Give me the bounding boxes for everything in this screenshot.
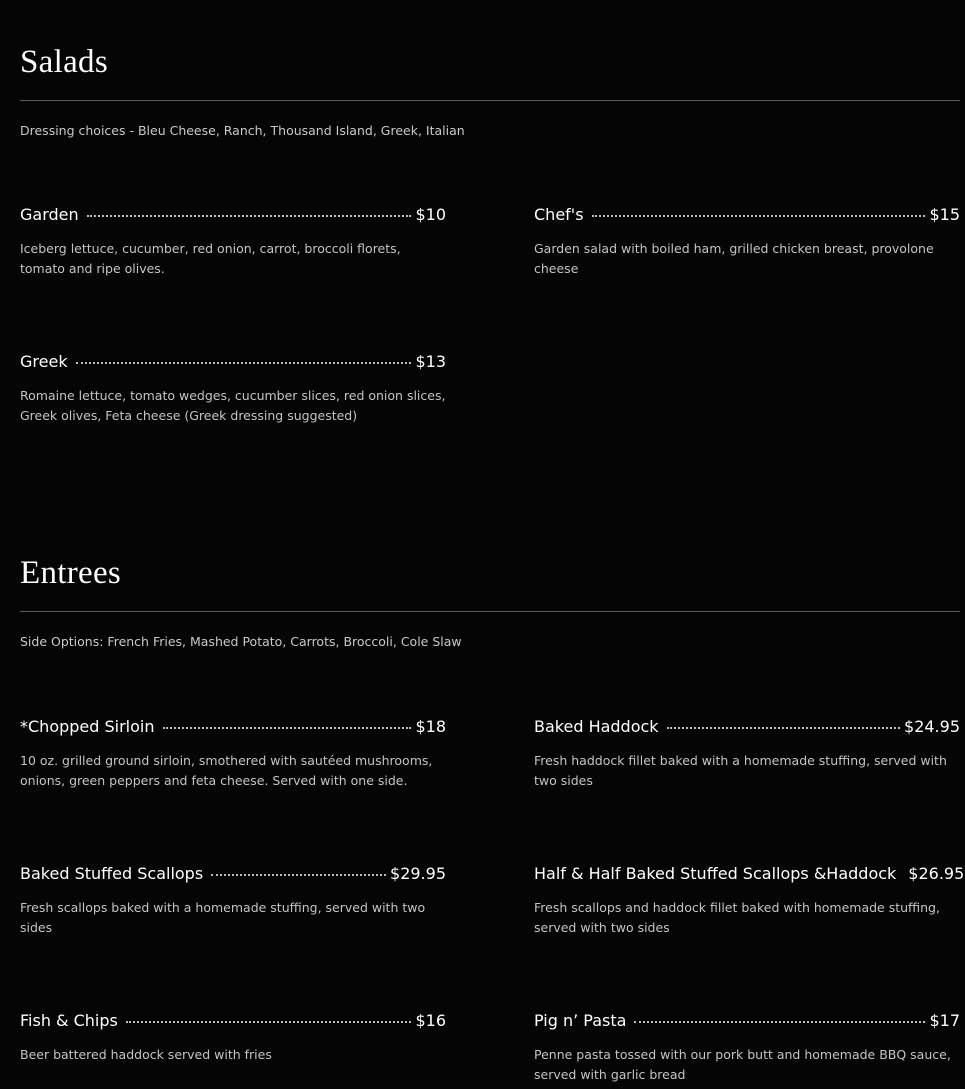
menu-item-fish-and-chips	[20, 1010, 446, 1065]
menu-item-chopped-sirloin	[20, 716, 446, 790]
dot-leader	[211, 860, 386, 876]
item-price: $15	[929, 205, 960, 224]
item-name: Half & Half Baked Stuffed Scallops &Haddock	[534, 864, 897, 883]
item-price: $24.95	[904, 717, 960, 736]
item-description: Romaine lettuce, tomato wedges, cucumber slices, red onion slices, Greek olives, Feta cheese (Greek dressing suggested)	[20, 388, 446, 423]
item-name: *Chopped Sirloin	[20, 717, 155, 736]
menu-item-baked-stuffed-scallops	[20, 863, 446, 937]
menu-item-half-and-half	[534, 863, 965, 937]
item-description: Fresh scallops and haddock fillet baked with homemade stuffing, served with two sides	[534, 900, 940, 935]
item-name: Chef's	[534, 205, 584, 224]
item-price: $26.95	[908, 864, 965, 883]
item-description: Penne pasta tossed with our pork butt and homemade BBQ sauce, served with garlic bread	[534, 1047, 951, 1082]
item-description: Garden salad with boiled ham, grilled chicken breast, provolone cheese	[534, 241, 934, 276]
item-description: Fresh scallops baked with a homemade stuffing, served with two sides	[20, 900, 426, 935]
item-description: Iceberg lettuce, cucumber, red onion, carrot, broccoli florets, tomato and ripe olives.	[20, 241, 401, 276]
entrees-divider	[20, 611, 960, 612]
menu-item-pig-n-pasta	[534, 1010, 960, 1084]
dot-leader	[634, 1007, 925, 1023]
item-price: $29.95	[390, 864, 446, 883]
item-description: Fresh haddock fillet baked with a homemade stuffing, served with two sides	[534, 753, 947, 788]
item-name: Baked Stuffed Scallops	[20, 864, 204, 883]
item-description: 10 oz. grilled ground sirloin, smothered with sautéed mushrooms, onions, green peppers and feta cheese. Served with one side.	[20, 753, 433, 788]
side-options-note: Side Options: French Fries, Mashed Potato, Carrots, Broccoli, Cole Slaw	[20, 634, 462, 649]
item-description: Beer battered haddock served with fries	[20, 1047, 272, 1062]
dot-leader	[667, 713, 900, 729]
entrees-title: Entrees	[20, 555, 122, 591]
dressing-note: Dressing choices - Bleu Cheese, Ranch, Thousand Island, Greek, Italian	[20, 123, 465, 138]
item-price: $16	[415, 1011, 446, 1030]
dot-leader	[126, 1007, 412, 1023]
item-price: $10	[415, 205, 446, 224]
item-name: Baked Haddock	[534, 717, 659, 736]
entrees-section	[20, 0, 965, 1089]
menu-item-baked-haddock	[534, 716, 960, 790]
item-price: $17	[929, 1011, 960, 1030]
item-name: Fish & Chips	[20, 1011, 118, 1030]
item-name: Greek	[20, 352, 68, 371]
item-price: $18	[415, 717, 446, 736]
item-name: Pig n’ Pasta	[534, 1011, 627, 1030]
item-price: $13	[415, 352, 446, 371]
dot-leader	[163, 713, 412, 729]
item-name: Garden	[20, 205, 79, 224]
salads-title: Salads	[20, 44, 108, 80]
